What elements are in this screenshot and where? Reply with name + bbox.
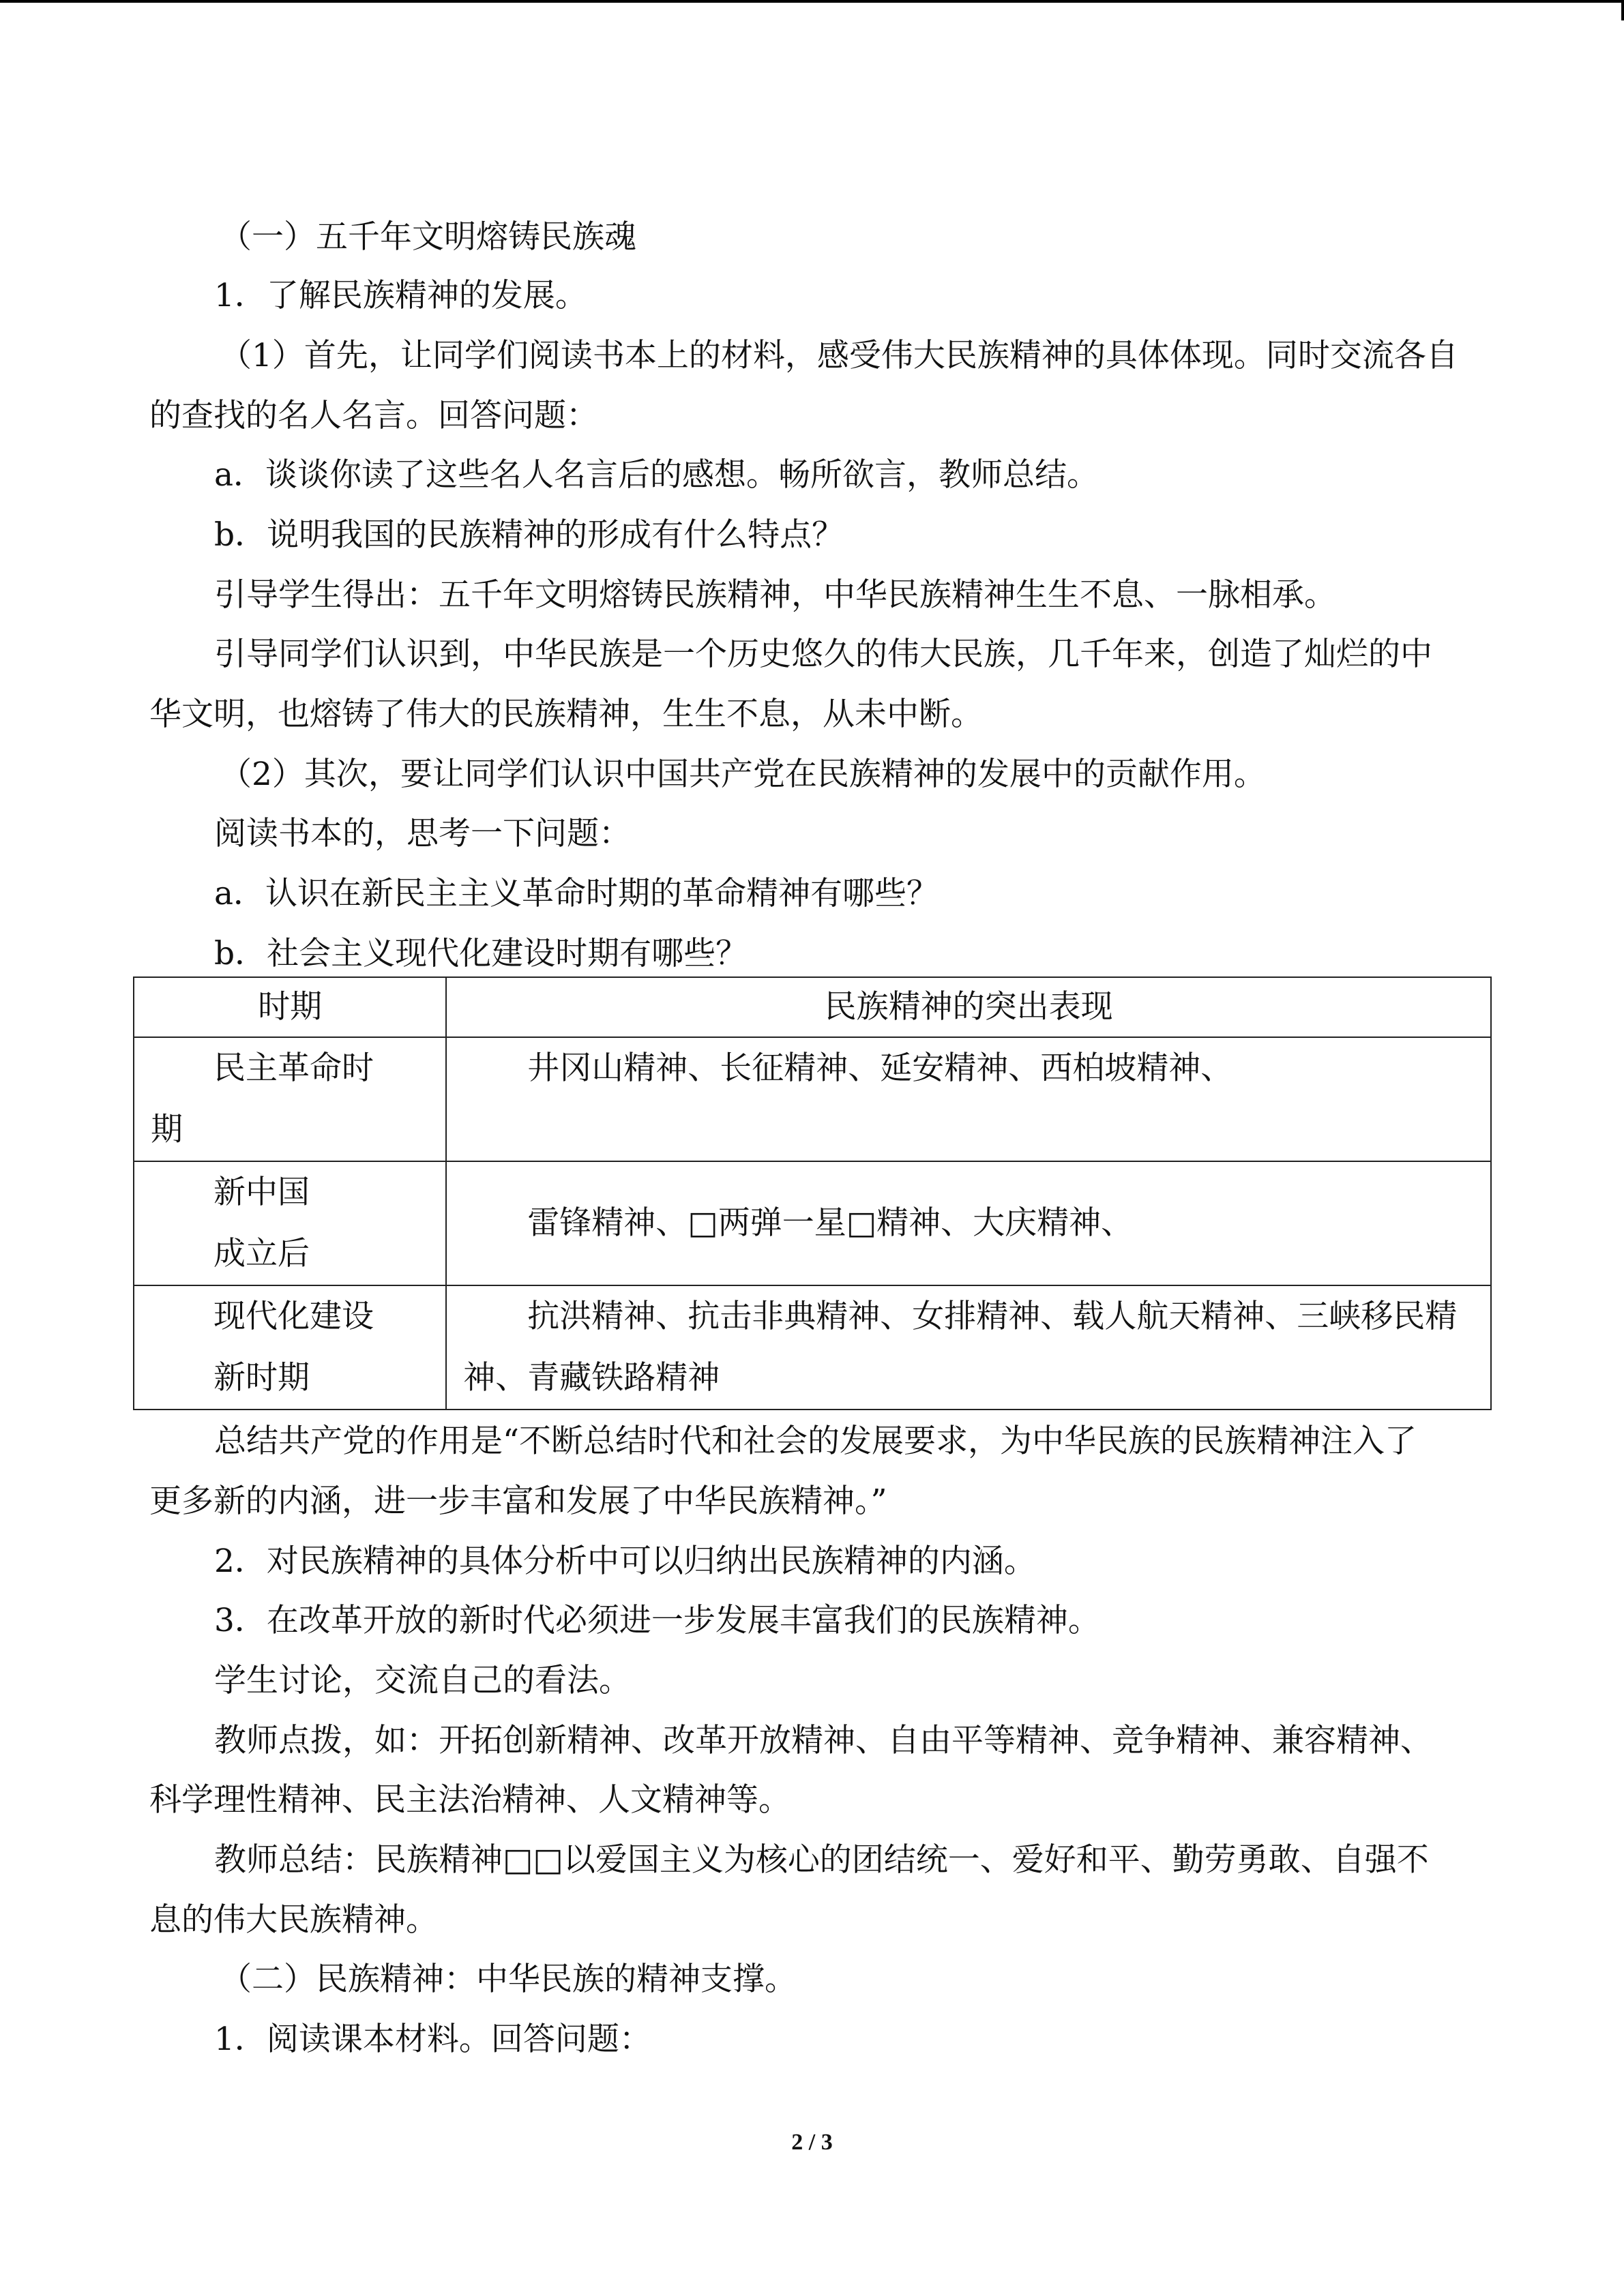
table-row — [134, 1037, 1491, 1161]
page-number: 2 / 3 — [791, 2130, 833, 2155]
spirit-line: 神、青藏铁路精神 — [463, 1359, 720, 1397]
paragraph: （1）首先，让同学们阅读书本上的材料，感受伟大民族精神的具体体现。同时交流各自 — [220, 337, 1458, 374]
paragraph: 科学理性精神、民主法治精神、人文精神等。 — [149, 1781, 791, 1819]
paragraph: 华文明，也熔铸了伟大的民族精神，生生不息，从未中断。 — [149, 696, 983, 733]
page-corner-rule — [1621, 0, 1624, 20]
paragraph: 引导同学们认识到，中华民族是一个历史悠久的伟大民族，几千年来，创造了灿烂的中 — [214, 636, 1432, 673]
period-line: 新中国 — [213, 1174, 310, 1211]
table-cell-period — [134, 1285, 446, 1410]
table-cell-spirit — [446, 1037, 1491, 1161]
paragraph: （2）其次，要让同学们认识中国共产党在民族精神的发展中的贡献作用。 — [220, 756, 1266, 793]
paragraph: 1．阅读课本材料。回答问题： — [214, 2021, 651, 2058]
table-cell-period — [134, 1037, 446, 1161]
table-cell-spirit — [446, 1161, 1491, 1285]
period-line: 现代化建设 — [213, 1298, 374, 1335]
paragraph: b．说明我国的民族精神的形成有什么特点？ — [214, 516, 844, 554]
table-row — [134, 1161, 1491, 1285]
page-top-rule — [0, 0, 1624, 3]
table-row — [134, 1285, 1491, 1410]
paragraph: 引导学生得出：五千年文明熔铸民族精神，中华民族精神生生不息、一脉相承。 — [214, 576, 1336, 614]
table-header-period: 时期 — [134, 977, 446, 1037]
paragraph: 1．了解民族精神的发展。 — [214, 277, 587, 314]
spirit-line: 井冈山精神、长征精神、延安精神、西柏坡精神、 — [527, 1049, 1233, 1087]
paragraph: 2．对民族精神的具体分析中可以归纳出民族精神的内涵。 — [214, 1542, 1036, 1580]
spirit-line: 抗洪精神、抗击非典精神、女排精神、载人航天精神、三峡移民精 — [527, 1298, 1458, 1335]
table-header-spirit: 民族精神的突出表现 — [446, 977, 1491, 1037]
paragraph: 总结共产党的作用是“不断总结时代和社会的发展要求，为中华民族的民族精神注入了 — [214, 1422, 1417, 1460]
paragraph: 3．在改革开放的新时代必须进一步发展丰富我们的民族精神。 — [214, 1602, 1100, 1639]
table-cell-spirit — [446, 1285, 1491, 1410]
paragraph: 的查找的名人名言。回答问题： — [149, 397, 598, 434]
period-line: 成立后 — [213, 1235, 310, 1272]
paragraph: 教师总结：民族精神□□以爱国主义为核心的团结统一、爱好和平、勤劳勇敢、自强不 — [214, 1841, 1429, 1879]
paragraph: a．认识在新民主主义革命时期的革命精神有哪些？ — [214, 875, 939, 912]
period-line: 民主革命时 — [213, 1049, 374, 1087]
period-line: 期 — [151, 1111, 183, 1148]
section-heading-2: （二）民族精神：中华民族的精神支撑。 — [220, 1960, 797, 1998]
section-heading-1: （一）五千年文明熔铸民族魂 — [220, 218, 636, 256]
table-cell-period — [134, 1161, 446, 1285]
paragraph: 息的伟大民族精神。 — [149, 1901, 438, 1939]
period-line: 新时期 — [213, 1359, 310, 1397]
paragraph: a．谈谈你读了这些名人名言后的感想。畅所欲言，教师总结。 — [214, 456, 1099, 494]
paragraph: 阅读书本的，思考一下问题： — [214, 815, 631, 852]
paragraph: 学生讨论，交流自己的看法。 — [214, 1662, 631, 1699]
spirit-line: 雷锋精神、□两弹一星□精神、大庆精神、 — [527, 1204, 1134, 1242]
paragraph: 教师点拨，如：开拓创新精神、改革开放精神、自由平等精神、竞争精神、兼容精神、 — [214, 1722, 1432, 1759]
paragraph: 更多新的内涵，进一步丰富和发展了中华民族精神。” — [149, 1482, 887, 1520]
paragraph: b．社会主义现代化建设时期有哪些？ — [214, 935, 748, 972]
table-header-row — [134, 977, 1491, 1037]
spirit-table — [133, 976, 1492, 1410]
